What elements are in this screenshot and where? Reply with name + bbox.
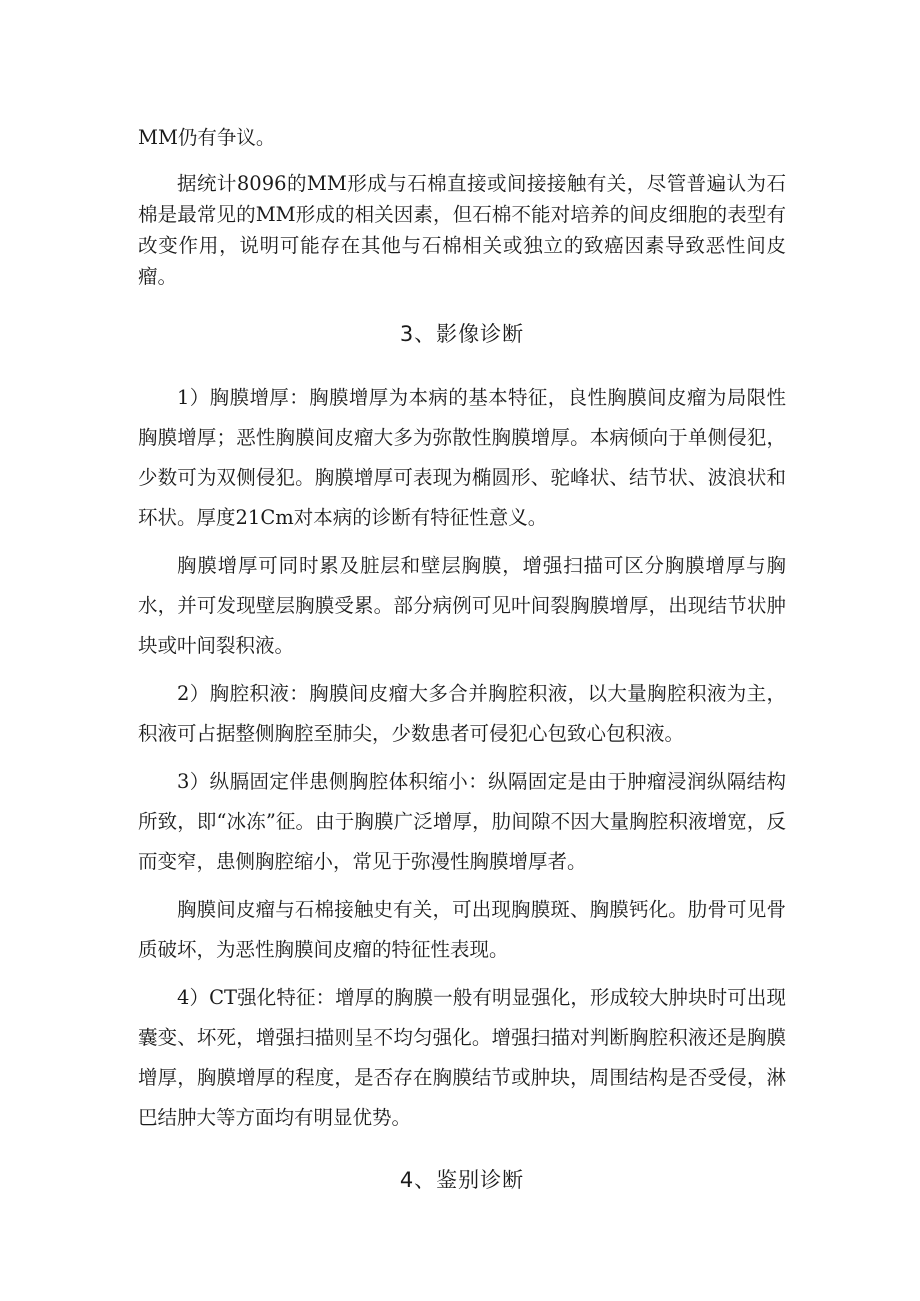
document-page: [138, 118, 786, 1194]
paragraph-statistics: 据统计8096的MM形成与石棉直接或间接接触有关，尽管普遍认为石棉是最常见的MM形成的相关因素，但石棉不能对培养的间皮细胞的表型有改变作用，说明可能存在其他与石棉相关或独立的致癌因素导致恶性间皮瘤。: [138, 172, 786, 288]
paragraph-mediastinum: 3）纵膈固定伴患侧胸腔体积缩小：纵隔固定是由于肿瘤浸润纵隔结构所致，即“冰冻”征。由于胸膜广泛增厚，肋间隙不因大量胸腔积液增宽，反而变窄，患侧胸腔缩小，常见于弥漫性胸膜增厚者。: [138, 770, 786, 873]
paragraph-pleural-effusion: 2）胸腔积液：胸膜间皮瘤大多合并胸腔积液，以大量胸腔积液为主，积液可占据整侧胸腔至肺尖，少数患者可侵犯心包致心包积液。: [138, 682, 786, 745]
section-heading-imaging: 3、影像诊断: [399, 322, 525, 346]
paragraph-asbestos: 胸膜间皮瘤与石棉接触史有关，可出现胸膜斑、胸膜钙化。肋骨可见骨质破坏，为恶性胸膜间皮瘤的特征性表现。: [138, 898, 786, 961]
paragraph-pleural-thickening: 1）胸膜增厚：胸膜增厚为本病的基本特征，良性胸膜间皮瘤为局限性胸膜增厚；恶性胸膜间皮瘤大多为弥散性胸膜增厚。本病倾向于单侧侵犯，少数可为双侧侵犯。胸膜增厚可表现为椭圆形、驼峰状、结节状、波浪状和环状。厚度21Cm对本病的诊断有特征性意义。: [138, 386, 786, 529]
paragraph-ct-enhancement: 4）CT强化特征：增厚的胸膜一般有明显强化，形成较大肿块时可出现囊变、坏死，增强扫描则呈不均匀强化。增强扫描对判断胸腔积液还是胸膜增厚，胸膜增厚的程度，是否存在胸膜结节或肿块，周围结构是否受侵，淋巴结肿大等方面均有明显优势。: [138, 986, 786, 1129]
paragraph-pleural-involvement: 胸膜增厚可同时累及脏层和壁层胸膜，增强扫描可区分胸膜增厚与胸水，并可发现壁层胸膜受累。部分病例可见叶间裂胸膜增厚，出现结节状肿块或叶间裂积液。: [138, 554, 786, 657]
section-heading-differential: 4、鉴别诊断: [399, 1168, 525, 1192]
paragraph-continuation: MM仍有争议。: [138, 126, 276, 149]
